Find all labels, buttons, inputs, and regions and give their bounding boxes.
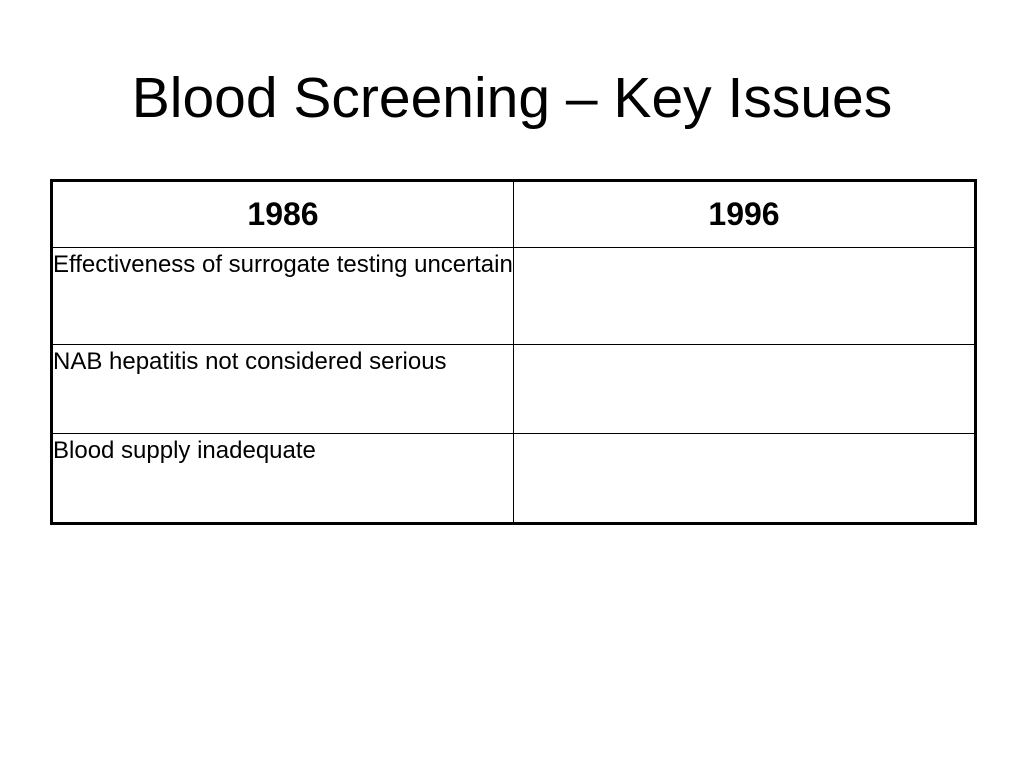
slide-title: Blood Screening – Key Issues [131, 66, 893, 130]
issues-table [50, 179, 977, 525]
table-row [52, 434, 976, 524]
table-header-row [52, 181, 976, 248]
table-cell: Effectiveness of surrogate testing uncertain [52, 248, 514, 345]
header-cell-1996: 1996 [514, 181, 976, 248]
table-cell: Blood supply inadequate [52, 434, 514, 524]
table-row [52, 248, 976, 345]
table-cell [514, 345, 976, 434]
table-row [52, 345, 976, 434]
header-cell-1986: 1986 [52, 181, 514, 248]
table-cell [514, 434, 976, 524]
table-cell: NAB hepatitis not considered serious [52, 345, 514, 434]
table-cell [514, 248, 976, 345]
